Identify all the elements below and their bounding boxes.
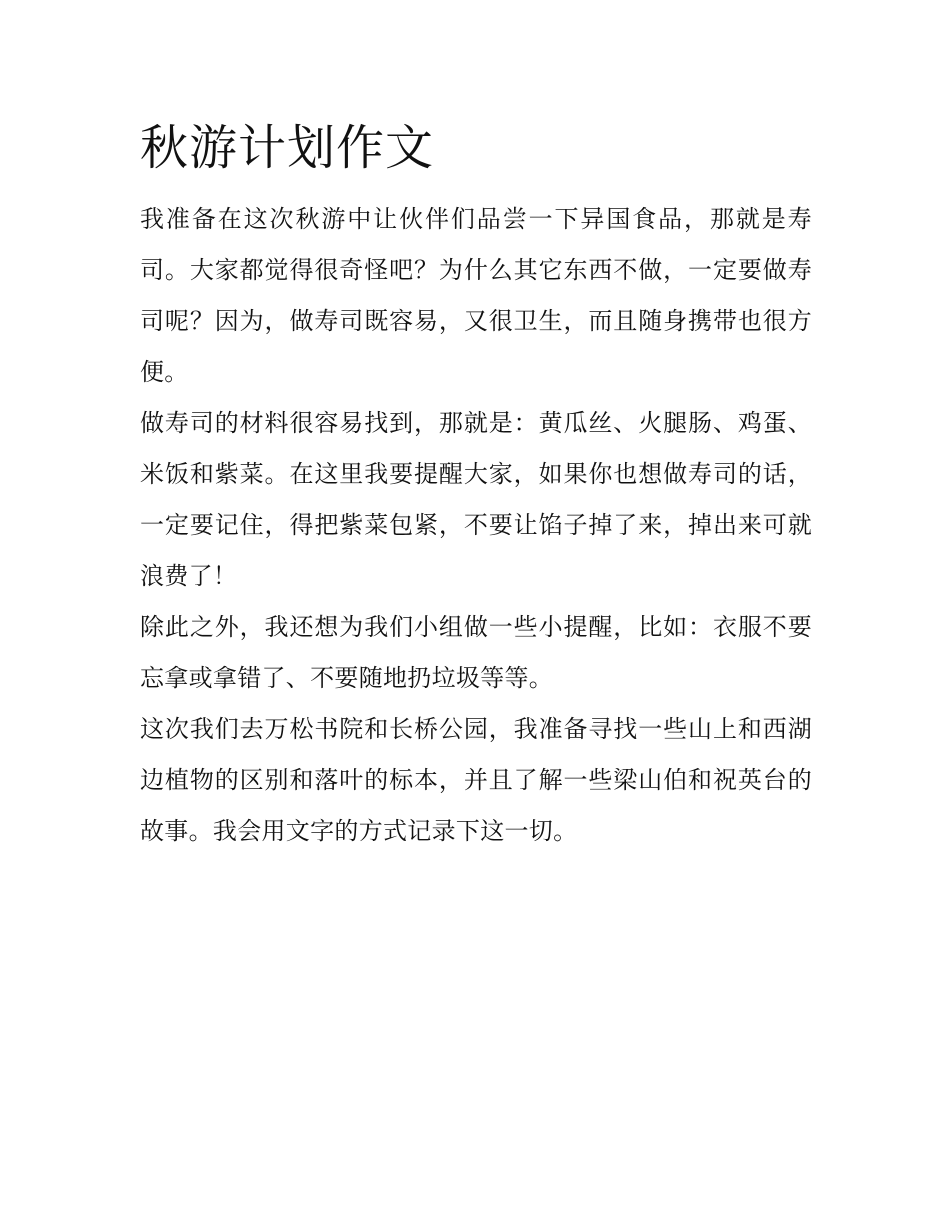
document-page [140,108,812,857]
paragraph: 做寿司的材料很容易找到，那就是：黄瓜丝、火腿肠、鸡蛋、米饭和紫菜。在这里我要提醒大家，如果你也想做寿司的话，一定要记住，得把紫菜包紧，不要让馅子掉了来，掉出来可就浪费了！ [140,409,812,590]
paragraph: 我准备在这次秋游中让伙伴们品尝一下异国食品，那就是寿司。大家都觉得很奇怪吧？为什么其它东西不做，一定要做寿司呢？因为，做寿司既容易，又很卫生，而且随身携带也很方便。 [140,205,812,386]
paragraph: 除此之外，我还想为我们小组做一些小提醒，比如：衣服不要忘拿或拿错了、不要随地扔垃圾等等。 [140,613,812,692]
document-title: 秋游计划作文 [140,120,435,176]
document-body [140,194,812,857]
paragraph: 这次我们去万松书院和长桥公园，我准备寻找一些山上和西湖边植物的区别和落叶的标本，并且了解一些梁山伯和祝英台的故事。我会用文字的方式记录下这一切。 [140,715,812,845]
